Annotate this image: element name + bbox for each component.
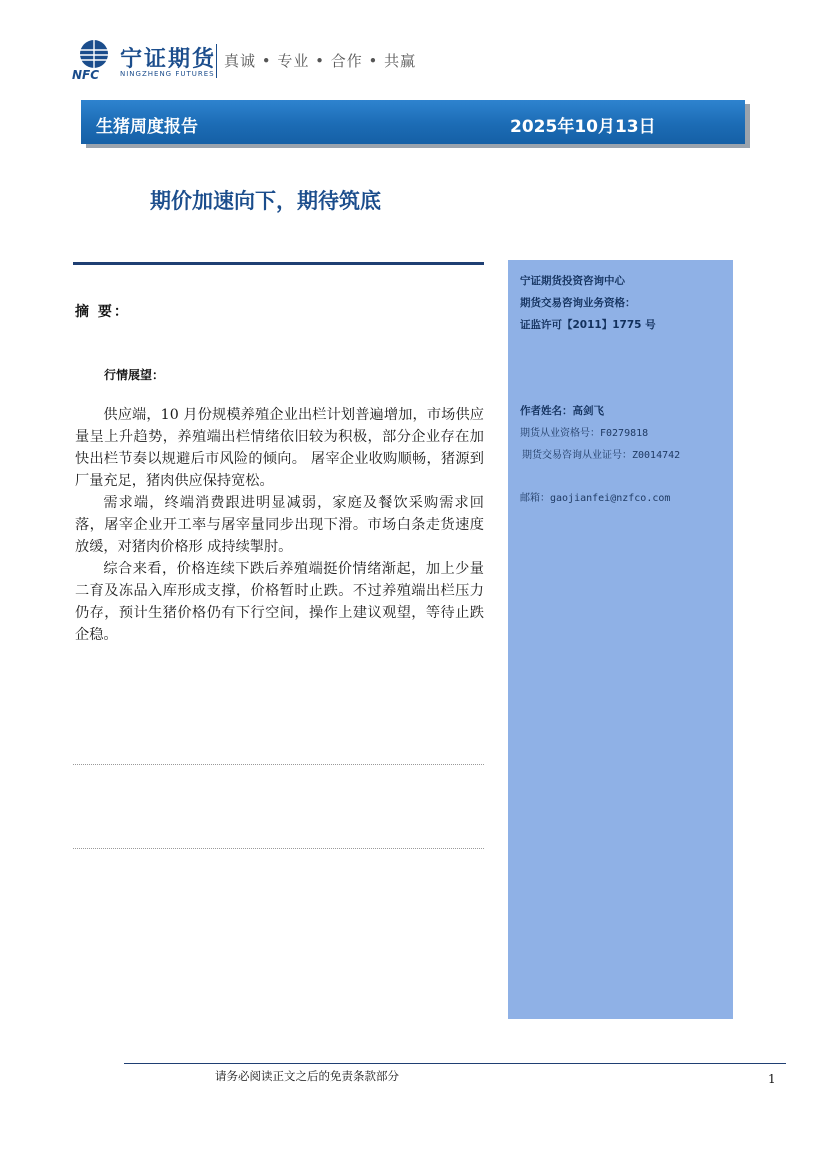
report-headline: 期价加速向下，期待筑底 [150,189,381,213]
report-date: 2025年10月13日 [510,117,656,137]
license-number: 证监许可【2011】1775 号 [520,319,656,331]
practice-qualification-id: 期货从业资格号：F0279818 [520,428,649,439]
dotted-divider [73,764,484,765]
abstract-body [75,404,484,646]
company-slogan: 真诚 • 专业 • 合作 • 共赢 [224,52,417,70]
page-number: 1 [768,1072,776,1086]
org-name: 宁证期货投资咨询中心 [520,275,625,287]
brand-english-name: NINGZHENG FUTURES [120,70,215,78]
summary-paragraph: 综合来看，价格连续下跌后养殖端挺价情绪渐起，加上少量二育及冻品入库形成支撑，价格暂时止跌。不过养殖端出栏压力仍存，预计生猪价格仍有下行空间，操作上建议观望，等待止跌企稳。 [75,561,484,643]
author-info-panel [508,260,733,1019]
disclaimer-note: 请务必阅读正文之后的免责条款部分 [215,1069,399,1083]
supply-paragraph: 供应端，10 月份规模养殖企业出栏计划普遍增加，市场供应量呈上升趋势，养殖端出栏情绪依旧较为积极，部分企业存在加快出栏节奏以规避后市风险的倾向。 屠宰企业收购顺畅，猪源到厂量充足，猪肉供应保持宽松。 [75,407,484,489]
consulting-certificate-id: 期货交易咨询从业证号：Z0014742 [522,450,681,461]
qualification-label: 期货交易咨询业务资格： [520,297,636,309]
brand-name: 宁证期货 [120,47,217,72]
report-type-title: 生猪周度报告 [96,117,198,137]
abstract-label: 摘 要： [75,304,130,320]
brand-abbreviation: NFC [72,68,100,82]
outlook-label: 行情展望： [104,368,165,382]
author-email[interactable]: 邮箱：gaojianfei@nzfco.com [520,493,671,504]
dotted-divider [73,848,484,849]
demand-paragraph: 需求端，终端消费跟进明显减弱，家庭及餐饮采购需求回落，屠宰企业开工率与屠宰量同步出现下滑。市场白条走货速度放缓，对猪肉价格形 成持续掣肘。 [75,495,484,555]
header-divider [216,44,217,78]
author-name: 作者姓名：高剑飞 [520,405,604,417]
section-rule [73,262,484,265]
footer-rule [124,1063,786,1064]
